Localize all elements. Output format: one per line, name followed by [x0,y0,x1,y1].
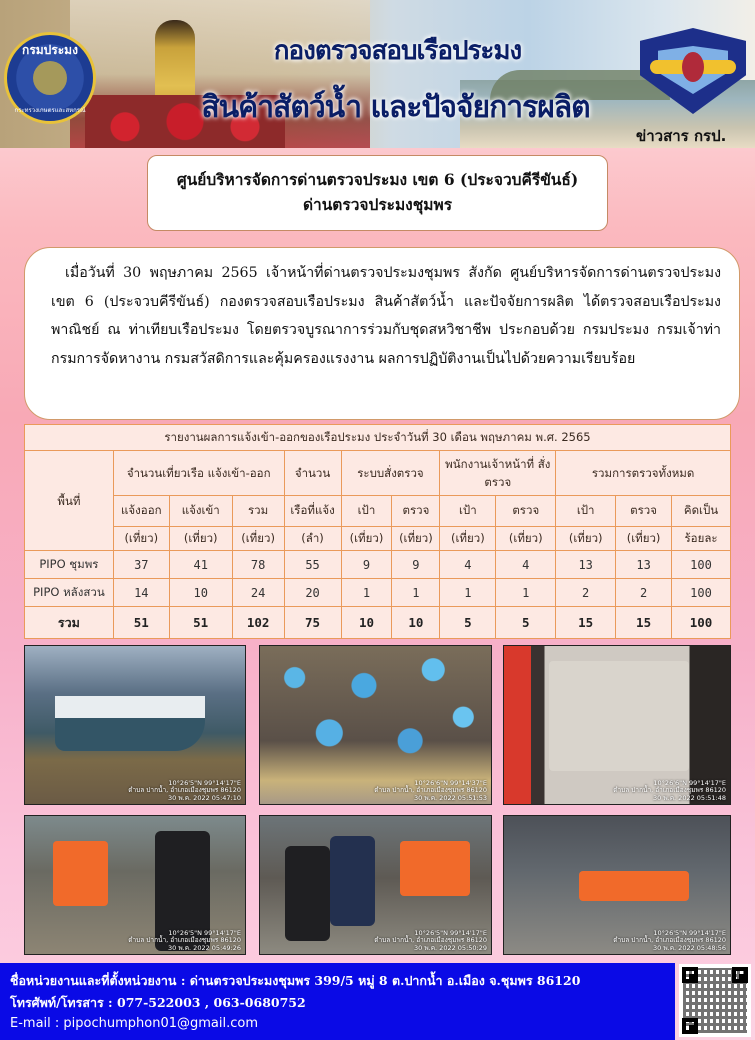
unit-label: (เที่ยว) [556,527,616,551]
subheader: แจ้งเข้า [169,496,232,527]
photo-document-check [24,815,246,955]
heading-line1: ศูนย์บริหารจัดการด่านตรวจประมง เขต 6 (ประจวบคีรีขันธ์) [176,170,579,189]
total-cell: 15 [616,607,672,639]
cell: 2 [556,579,616,607]
subheader: เรือที่แจ้ง [284,496,341,527]
cell: 37 [113,551,169,579]
header-count: จำนวน [284,451,341,496]
subheader: คิดเป็น [672,496,731,527]
cell: 9 [392,551,440,579]
contact-footer [0,963,675,1040]
qr-code-icon[interactable] [679,964,751,1037]
photo-stamp: 10°26'6"N 99°14'37"E ตำบล ปากน้ำ, อำเภอเมืองชุมพร 86120 30 พ.ค. 2022 05:51:53 [374,778,487,802]
cell: 13 [556,551,616,579]
subheader: เป้า [341,496,392,527]
qr-finder [682,967,698,983]
qr-finder [732,967,748,983]
photo-fishing-nets [259,645,492,805]
table-row [25,579,731,607]
cell: 4 [496,551,556,579]
seal-top-text: กรมประมง [22,43,78,57]
total-cell: 5 [440,607,496,639]
cell: 100 [672,551,731,579]
cell: 20 [284,579,341,607]
cell: 4 [440,551,496,579]
header-officer: พนักงานเจ้าหน้าที่ สั่งตรวจ [440,451,556,496]
officer-figure-shape [330,836,375,926]
cell: 1 [341,579,392,607]
subheader: เป้า [440,496,496,527]
banner-title-line1: กองตรวจสอบเรือประมง [273,36,522,66]
unit-label: (เที่ยว) [392,527,440,551]
photo-stamp: 10°26'5"N 99°14'17"E ตำบล ปากน้ำ, อำเภอเมืองชุมพร 86120 30 พ.ค. 2022 05:50:29 [374,928,487,952]
total-cell: 51 [113,607,169,639]
total-cell: 75 [284,607,341,639]
qr-finder [682,1018,698,1034]
subheader: ตรวจ [496,496,556,527]
subheader: รวม [232,496,284,527]
seal-bottom-text: กระทรวงเกษตรและสหกรณ์ [14,107,86,114]
ice-block-shape [549,661,689,771]
row-area: PIPO ชุมพร [25,551,114,579]
cell: 2 [616,579,672,607]
cell: 41 [169,551,232,579]
footer-email[interactable]: E-mail : pipochumphon01@gmail.com [10,1016,258,1031]
news-paragraph: เมื่อวันที่ 30 พฤษภาคม 2565 เจ้าหน้าที่ด่านตรวจประมงชุมพร สังกัด ศูนย์บริหารจัดการด่านตรวจประมงเขต 6 (ประจวบคีรีขันธ์) กองตรวจสอบเรือประมง สินค้าสัตว์น้ำ และปัจจัยการผลิต ได้ตรวจสอบเรือประมงพาณิชย์ ณ ท่าเทียบเรือประมง โดยตรวจบูรณาการร่วมกับชุดสหวิชาชีพ ประกอบด้วย กรมประมง กรมเจ้าท่า กรมการจัดหางาน กรมสวัสดิการและคุ้มครองแรงงาน ผลการปฏิบัติงานเป็นไปด้วยความเรียบร้อย [51,265,721,367]
boat-hull-shape [55,696,205,751]
photo-stamp: 10°26'5"N 99°14'17"E ตำบล ปากน้ำ, อำเภอเมืองชุมพร 86120 30 พ.ค. 2022 05:48:56 [613,928,726,952]
header-system: ระบบสั่งตรวจ [341,451,440,496]
header-trips: จำนวนเที่ยวเรือ แจ้งเข้า-ออก [113,451,284,496]
total-cell: 15 [556,607,616,639]
header-banner [0,0,755,148]
unit-label: (เที่ยว) [440,527,496,551]
total-cell: 51 [169,607,232,639]
table-row [25,551,731,579]
report-table [24,424,731,639]
unit-label: (เที่ยว) [341,527,392,551]
cell: 9 [341,551,392,579]
office-heading [147,155,608,231]
row-area: PIPO หลังสวน [25,579,114,607]
table-title: รายงานผลการแจ้งเข้า-ออกของเรือประมง ประจำวันที่ 30 เดือน พฤษภาคม พ.ศ. 2565 [25,425,731,451]
total-cell: 100 [672,607,731,639]
unit-label: (เที่ยว) [169,527,232,551]
footer-phone[interactable]: โทรศัพท์/โทรสาร : 077-522003 , 063-0680752 [10,995,306,1010]
department-of-fisheries-seal-icon [4,32,96,124]
cell: 1 [440,579,496,607]
unit-label: ร้อยละ [672,527,731,551]
cell: 55 [284,551,341,579]
cell: 14 [113,579,169,607]
header-total: รวมการตรวจทั้งหมด [556,451,731,496]
subheader: ตรวจ [392,496,440,527]
cell: 1 [392,579,440,607]
total-label: รวม [25,607,114,639]
cell: 1 [496,579,556,607]
total-cell: 102 [232,607,284,639]
total-cell: 5 [496,607,556,639]
subheader: ตรวจ [616,496,672,527]
cell: 78 [232,551,284,579]
unit-label: (ลำ) [284,527,341,551]
cell: 100 [672,579,731,607]
worker-vest-shape [400,841,470,896]
total-cell: 10 [341,607,392,639]
cell: 10 [169,579,232,607]
news-body [24,247,740,420]
cell: 13 [616,551,672,579]
unit-label: (เที่ยว) [232,527,284,551]
banner-title-line2: สินค้าสัตว์น้ำ และปัจจัยการผลิต [201,90,590,125]
photo-officers-inspection [259,815,492,955]
heading-line2: ด่านตรวจประมงชุมพร [302,195,453,214]
photo-ice-hold [503,645,731,805]
news-tag: ข่าวสาร กรป. [636,127,727,145]
photo-fishing-boat [24,645,246,805]
photo-stamp: 10°26'5"N 99°14'17"E ตำบล ปากน้ำ, อำเภอเมืองชุมพร 86120 30 พ.ค. 2022 05:47:10 [128,778,241,802]
seal-emblem-icon [33,61,67,95]
subheader: เป้า [556,496,616,527]
header-area: พื้นที่ [25,451,114,551]
total-cell: 10 [392,607,440,639]
badge-emblem-icon [682,52,704,82]
photo-stamp: 10°26'6"N 99°14'17"E ตำบล ปากน้ำ, อำเภอเมืองชุมพร 86120 30 พ.ค. 2022 05:51:48 [613,778,726,802]
unit-label: (เที่ยว) [496,527,556,551]
subheader: แจ้งออก [113,496,169,527]
crew-vests-shape [579,871,689,901]
photo-stamp: 10°26'5"N 99°14'17"E ตำบล ปากน้ำ, อำเภอเมืองชุมพร 86120 30 พ.ค. 2022 05:49:26 [128,928,241,952]
worker-vest-shape [53,841,108,906]
officer-figure-shape [285,846,330,941]
unit-label: (เที่ยว) [616,527,672,551]
footer-address: ชื่อหน่วยงานและที่ตั้งหน่วยงาน : ด่านตรวจประมงชุมพร 399/5 หมู่ 8 ต.ปากน้ำ อ.เมือง จ.ชุมพร 86120 [10,973,581,988]
cell: 24 [232,579,284,607]
table-total-row [25,607,731,639]
unit-label: (เที่ยว) [113,527,169,551]
photo-crew-lineup [503,815,731,955]
